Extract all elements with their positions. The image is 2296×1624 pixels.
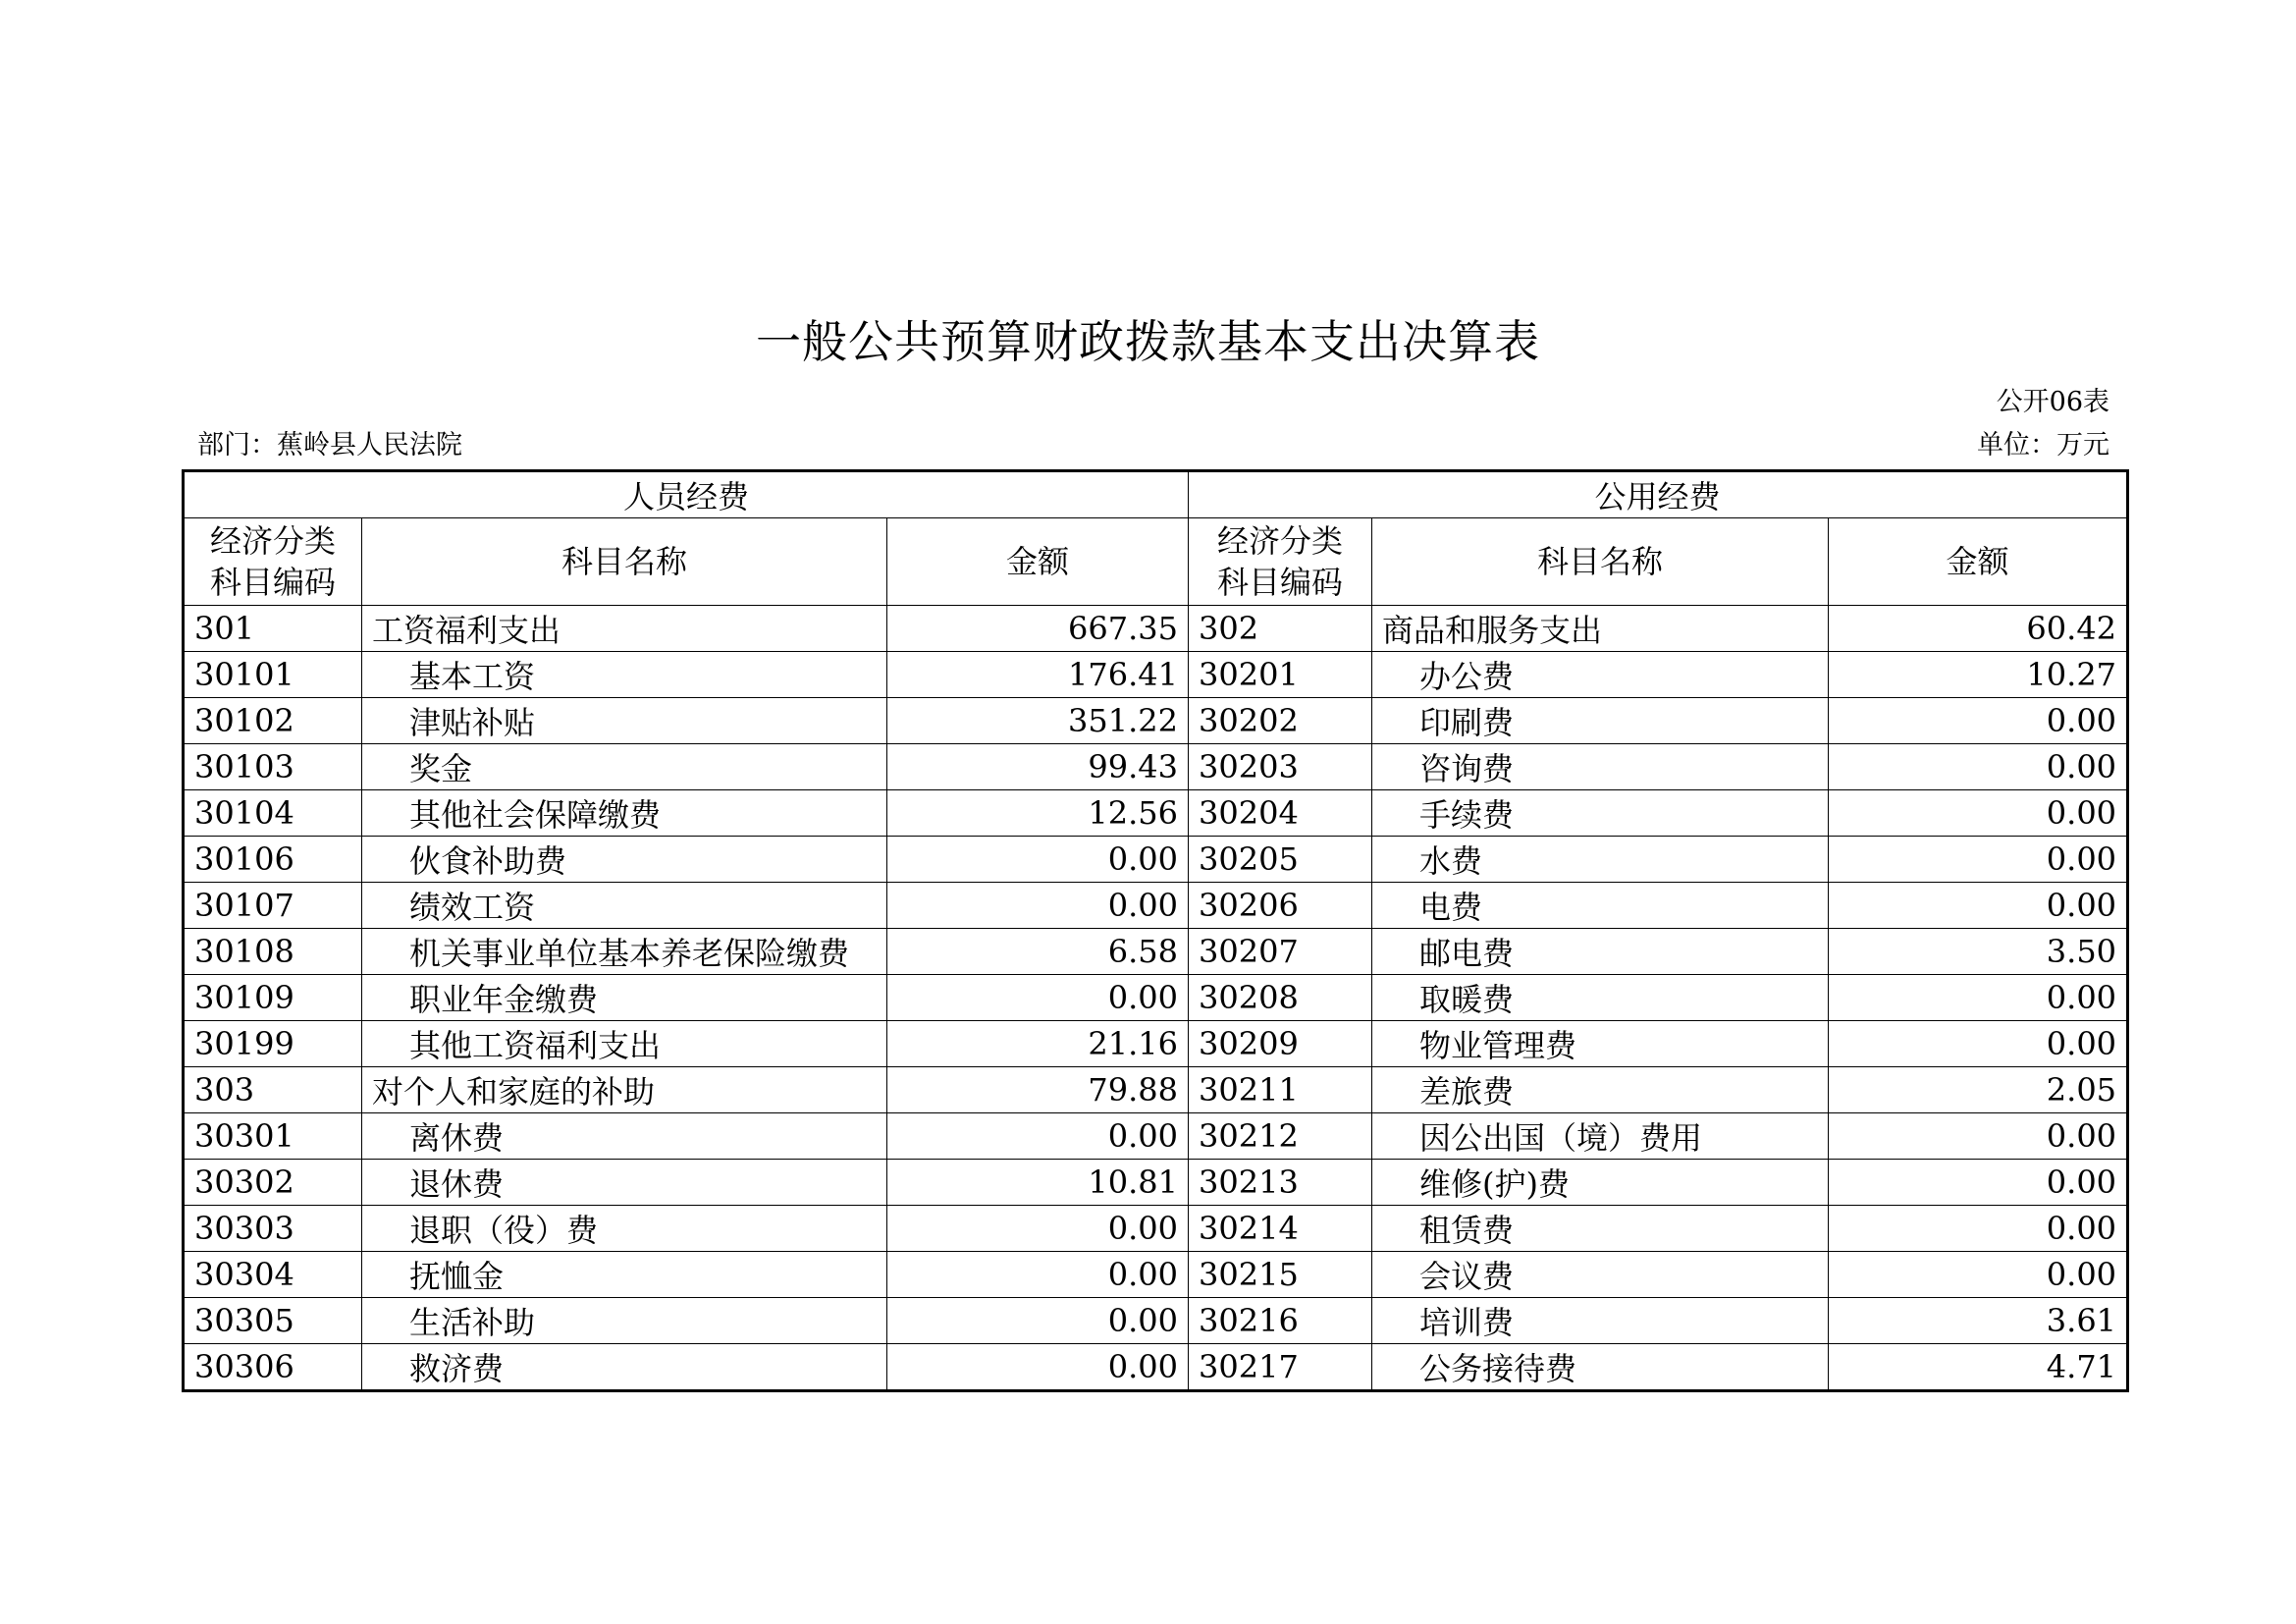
public-amount-cell: 3.61: [1829, 1298, 2128, 1344]
personnel-name-cell: 抚恤金: [362, 1252, 887, 1298]
public-code-cell: 30202: [1189, 698, 1372, 744]
code-header-line1: 经济分类: [209, 522, 336, 560]
personnel-name-cell: 生活补助: [362, 1298, 887, 1344]
public-amount-cell: 0.00: [1829, 1113, 2128, 1160]
column-header-row: [184, 518, 2128, 606]
personnel-code-cell: 30301: [184, 1113, 362, 1160]
public-code-cell: 30215: [1189, 1252, 1372, 1298]
public-amount-cell: 0.00: [1829, 1160, 2128, 1206]
public-name-cell: 电费: [1372, 883, 1829, 929]
personnel-code-cell: 30303: [184, 1206, 362, 1252]
table-row: [184, 1344, 2128, 1391]
public-name-cell: 物业管理费: [1372, 1021, 1829, 1067]
public-amount-cell: 60.42: [1829, 606, 2128, 652]
personnel-name-cell: 对个人和家庭的补助: [362, 1067, 887, 1113]
public-amount-cell: 0.00: [1829, 975, 2128, 1021]
table-row: [184, 790, 2128, 837]
public-name-cell: 租赁费: [1372, 1206, 1829, 1252]
table-row: [184, 1206, 2128, 1252]
public-name-cell: 咨询费: [1372, 744, 1829, 790]
personnel-code-cell: 30107: [184, 883, 362, 929]
table-row: [184, 837, 2128, 883]
public-name-cell: 会议费: [1372, 1252, 1829, 1298]
public-amount-cell: 0.00: [1829, 790, 2128, 837]
public-code-cell: 30204: [1189, 790, 1372, 837]
personnel-code-cell: 30304: [184, 1252, 362, 1298]
personnel-code-cell: 30104: [184, 790, 362, 837]
table-row: [184, 1113, 2128, 1160]
personnel-amount-cell: 0.00: [887, 1252, 1189, 1298]
public-amount-cell: 4.71: [1829, 1344, 2128, 1391]
code-header-line1: 经济分类: [1217, 522, 1344, 560]
personnel-code-cell: 30199: [184, 1021, 362, 1067]
public-code-cell: 30203: [1189, 744, 1372, 790]
personnel-name-cell: 奖金: [362, 744, 887, 790]
public-code-cell: 30209: [1189, 1021, 1372, 1067]
personnel-code-cell: 303: [184, 1067, 362, 1113]
public-code-cell: 30214: [1189, 1206, 1372, 1252]
public-amount-cell: 0.00: [1829, 744, 2128, 790]
personnel-name-cell: 伙食补助费: [362, 837, 887, 883]
personnel-amount-cell: 6.58: [887, 929, 1189, 975]
unit-label: 单位：万元: [1977, 430, 2109, 460]
personnel-name-cell: 退休费: [362, 1160, 887, 1206]
personnel-name-cell: 其他工资福利支出: [362, 1021, 887, 1067]
public-name-cell: 邮电费: [1372, 929, 1829, 975]
public-name-cell: 印刷费: [1372, 698, 1829, 744]
public-name-cell: 取暖费: [1372, 975, 1829, 1021]
public-name-cell: 商品和服务支出: [1372, 606, 1829, 652]
personnel-amount-cell: 0.00: [887, 837, 1189, 883]
table-row: [184, 1252, 2128, 1298]
personnel-amount-cell: 667.35: [887, 606, 1189, 652]
public-amount-cell: 0.00: [1829, 698, 2128, 744]
personnel-amount-cell: 12.56: [887, 790, 1189, 837]
personnel-code-cell: 30103: [184, 744, 362, 790]
personnel-code-cell: 30108: [184, 929, 362, 975]
public-code-cell: 30211: [1189, 1067, 1372, 1113]
public-code-cell: 30207: [1189, 929, 1372, 975]
public-code-cell: 302: [1189, 606, 1372, 652]
public-name-header: 科目名称: [1372, 518, 1829, 606]
personnel-name-cell: 基本工资: [362, 652, 887, 698]
public-amount-cell: 0.00: [1829, 883, 2128, 929]
personnel-amount-cell: 99.43: [887, 744, 1189, 790]
public-amount-cell: 0.00: [1829, 1252, 2128, 1298]
group-header-row: [184, 471, 2128, 518]
public-amount-cell: 2.05: [1829, 1067, 2128, 1113]
personnel-name-cell: 其他社会保障缴费: [362, 790, 887, 837]
public-code-cell: 30201: [1189, 652, 1372, 698]
code-header-line2: 科目编码: [209, 564, 336, 601]
personnel-amount-cell: 0.00: [887, 1298, 1189, 1344]
table-row: [184, 1298, 2128, 1344]
personnel-name-cell: 离休费: [362, 1113, 887, 1160]
table-row: [184, 1160, 2128, 1206]
personnel-code-cell: 30102: [184, 698, 362, 744]
public-code-cell: 30212: [1189, 1113, 1372, 1160]
personnel-code-cell: 30305: [184, 1298, 362, 1344]
personnel-amount-cell: 351.22: [887, 698, 1189, 744]
personnel-name-cell: 机关事业单位基本养老保险缴费: [362, 929, 887, 975]
table-row: [184, 744, 2128, 790]
personnel-amount-cell: 0.00: [887, 975, 1189, 1021]
public-code-cell: 30217: [1189, 1344, 1372, 1391]
table-row: [184, 883, 2128, 929]
table-row: [184, 1021, 2128, 1067]
public-name-cell: 维修(护)费: [1372, 1160, 1829, 1206]
public-amount-cell: 0.00: [1829, 1206, 2128, 1252]
personnel-code-cell: 30306: [184, 1344, 362, 1391]
personnel-code-cell: 30302: [184, 1160, 362, 1206]
public-name-cell: 因公出国（境）费用: [1372, 1113, 1829, 1160]
personnel-amount-cell: 0.00: [887, 1206, 1189, 1252]
personnel-amount-cell: 79.88: [887, 1067, 1189, 1113]
public-code-cell: 30213: [1189, 1160, 1372, 1206]
personnel-code-cell: 30109: [184, 975, 362, 1021]
public-name-cell: 培训费: [1372, 1298, 1829, 1344]
table-row: [184, 929, 2128, 975]
department-label: 部门：蕉岭县人民法院: [197, 430, 462, 460]
personnel-amount-cell: 21.16: [887, 1021, 1189, 1067]
public-amount-header: 金额: [1829, 518, 2128, 606]
personnel-amount-header: 金额: [887, 518, 1189, 606]
personnel-code-header: [184, 518, 362, 606]
personnel-group-header: 人员经费: [184, 471, 1189, 518]
budget-table: [182, 469, 2129, 1392]
personnel-amount-cell: 176.41: [887, 652, 1189, 698]
personnel-name-cell: 退职（役）费: [362, 1206, 887, 1252]
personnel-amount-cell: 0.00: [887, 1113, 1189, 1160]
form-number: 公开06表: [1996, 387, 2109, 417]
personnel-code-cell: 30106: [184, 837, 362, 883]
public-name-cell: 手续费: [1372, 790, 1829, 837]
public-amount-cell: 3.50: [1829, 929, 2128, 975]
code-header-line2: 科目编码: [1217, 564, 1344, 601]
table-row: [184, 1067, 2128, 1113]
personnel-code-cell: 30101: [184, 652, 362, 698]
table-row: [184, 652, 2128, 698]
public-name-cell: 差旅费: [1372, 1067, 1829, 1113]
public-code-header: [1189, 518, 1372, 606]
page-title: 一般公共预算财政拨款基本支出决算表: [756, 315, 1540, 368]
public-code-cell: 30206: [1189, 883, 1372, 929]
personnel-name-cell: 救济费: [362, 1344, 887, 1391]
personnel-name-header: 科目名称: [362, 518, 887, 606]
personnel-amount-cell: 0.00: [887, 883, 1189, 929]
public-name-cell: 公务接待费: [1372, 1344, 1829, 1391]
public-name-cell: 办公费: [1372, 652, 1829, 698]
public-amount-cell: 0.00: [1829, 1021, 2128, 1067]
public-code-cell: 30205: [1189, 837, 1372, 883]
public-group-header: 公用经费: [1189, 471, 2128, 518]
public-code-cell: 30208: [1189, 975, 1372, 1021]
personnel-name-cell: 绩效工资: [362, 883, 887, 929]
table-row: [184, 606, 2128, 652]
personnel-amount-cell: 10.81: [887, 1160, 1189, 1206]
table-row: [184, 975, 2128, 1021]
personnel-name-cell: 工资福利支出: [362, 606, 887, 652]
public-amount-cell: 0.00: [1829, 837, 2128, 883]
personnel-code-cell: 301: [184, 606, 362, 652]
table-body: [184, 606, 2128, 1391]
public-code-cell: 30216: [1189, 1298, 1372, 1344]
public-name-cell: 水费: [1372, 837, 1829, 883]
table-row: [184, 698, 2128, 744]
personnel-amount-cell: 0.00: [887, 1344, 1189, 1391]
personnel-name-cell: 津贴补贴: [362, 698, 887, 744]
personnel-name-cell: 职业年金缴费: [362, 975, 887, 1021]
public-amount-cell: 10.27: [1829, 652, 2128, 698]
